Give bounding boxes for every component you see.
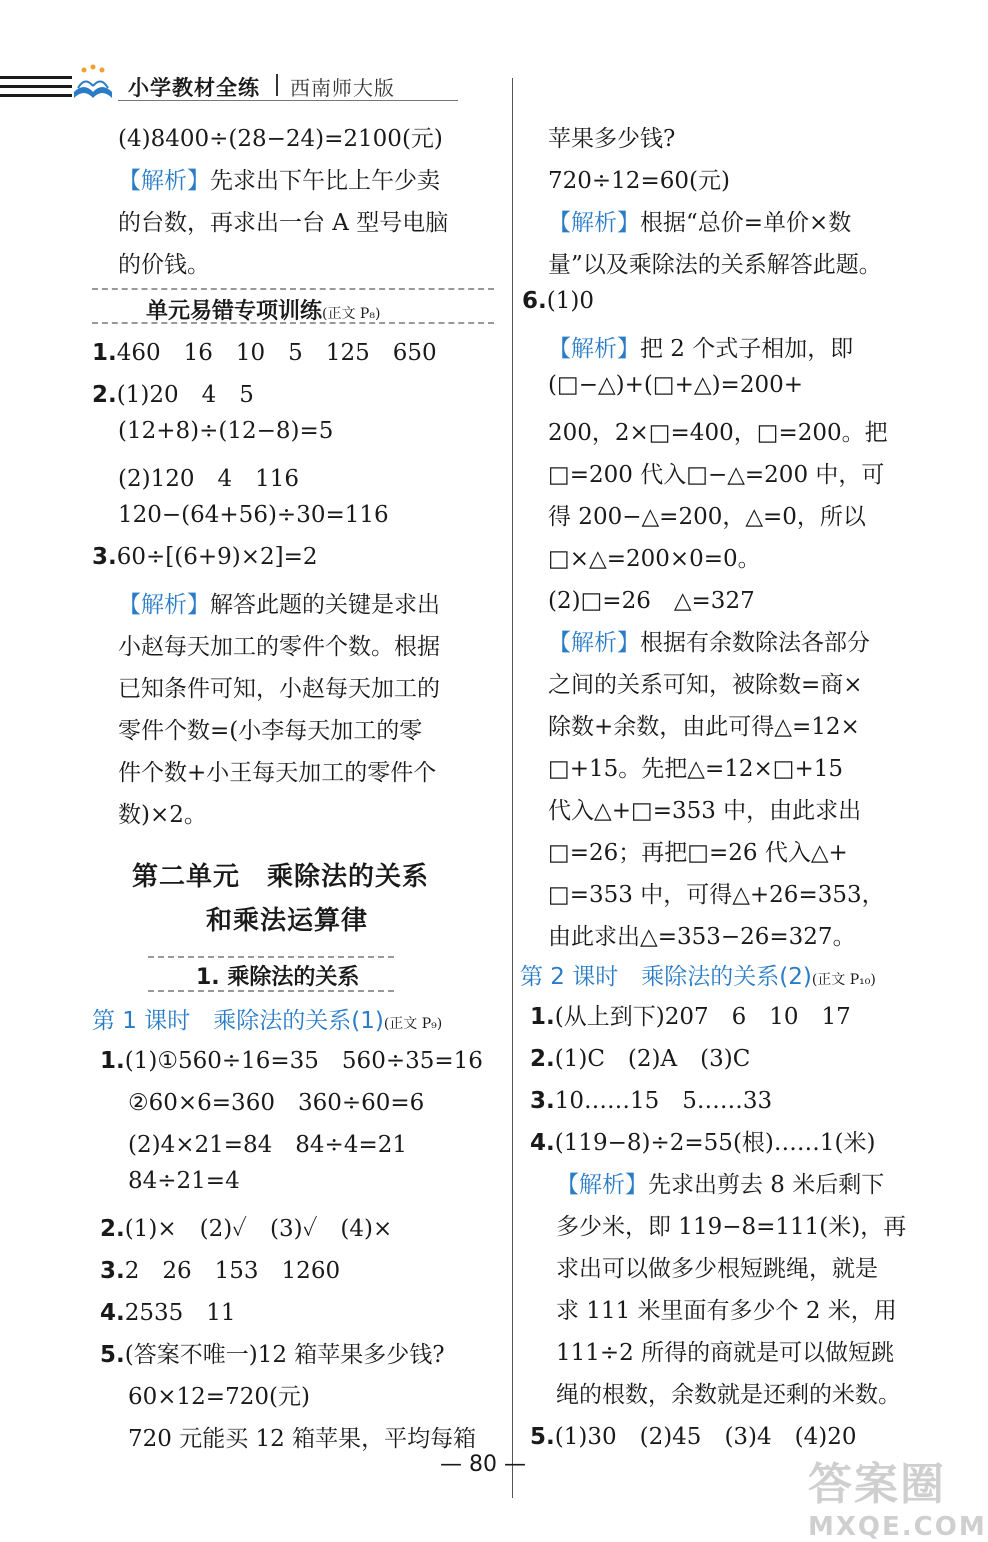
analysis-line: 【解析】解答此题的关键是求出 [118,586,440,619]
answer-item: 2.(1)20 4 5 [92,382,254,408]
analysis-line: 【解析】先求出下午比上午少卖 [118,162,440,195]
answer-item: 4.(119−8)÷2=55(根)……1(米) [530,1130,876,1156]
analysis-label: 【解析】 [548,630,640,656]
analysis-line: (□−△)+(□+△)=200+ [548,372,803,398]
analysis-line: 代入△+□=353 中，由此求出 [548,798,862,824]
answer-item: 1.460 16 10 5 125 650 [92,340,437,366]
answer-item: 2.(1)× (2)✓ (3)✓ (4)× [100,1216,393,1242]
answer-item: 3.10……15 5……33 [530,1088,773,1114]
analysis-label: 【解析】 [118,168,210,194]
answer-item: 5.(1)30 (2)45 (3)4 (4)20 [530,1424,857,1450]
unit-title: 第二单元 乘除法的关系 [132,862,430,892]
brand-title: 小学教材全练 [128,76,260,100]
analysis-line: 之间的关系可知，被除数=商× [548,672,863,698]
answer-line: (2)4×21=84 84÷4=21 [128,1132,407,1158]
column-divider [512,78,513,1498]
section-rule [148,990,394,992]
analysis-line: 求 111 米里面有多少个 2 米，用 [556,1298,897,1324]
answer-line: (2)□=26 △=327 [548,588,755,614]
page-header [0,62,988,112]
analysis-line: 量”以及乘除法的关系解答此题。 [548,252,882,278]
unit-subtitle: 和乘法运算律 [206,906,369,936]
section-title: 1. 乘除法的关系 [196,965,360,990]
answer-item: 4.2535 11 [100,1300,236,1326]
analysis-line: 由此求出△=353−26=327。 [548,924,856,950]
answer-item: 2.(1)C (2)A (3)C [530,1046,751,1072]
watermark-url: MXQE.COM [808,1512,987,1542]
analysis-line: 200，2×□=400，□=200。把 [548,420,888,446]
answer-line: ②60×6=360 360÷60=6 [128,1090,425,1116]
header-rule [118,100,458,101]
answer-item: 5.(答案不唯一)12 箱苹果多少钱? [100,1342,445,1368]
analysis-line: □=200 代入□−△=200 中，可 [548,462,885,488]
watermark [808,1448,987,1542]
answer-line: 60×12=720(元) [128,1384,310,1410]
analysis-line: 小赵每天加工的零件个数。根据 [118,634,440,660]
answer-line: (2)120 4 116 [118,466,300,492]
analysis-line: 件个数+小王每天加工的零件个 [118,760,437,786]
answer-line: (12+8)÷(12−8)=5 [118,418,334,444]
section-title: 单元易错专项训练(正文 P₈) [146,299,381,324]
answer-line: 120−(64+56)÷30=116 [118,502,389,528]
analysis-line: 绳的根数，余数就是还剩的米数。 [556,1382,901,1408]
analysis-line: 111÷2 所得的商就是可以做短跳 [556,1340,895,1366]
answer-line: 720÷12=60(元) [548,168,730,194]
analysis-line: 数)×2。 [118,802,207,828]
analysis-line: 求出可以做多少根短跳绳，就是 [556,1256,878,1282]
watermark-text: 答案圈 [808,1459,946,1510]
section-rule [92,322,494,324]
answer-line: 720 元能买 12 箱苹果，平均每箱 [128,1426,477,1452]
lesson-heading: 第 2 课时 乘除法的关系(2)(正文 P₁₀) [520,964,876,990]
analysis-line: 【解析】先求出剪去 8 米后剩下 [556,1166,884,1199]
analysis-label: 【解析】 [548,210,640,236]
analysis-line: 的价钱。 [118,252,210,278]
header-separator [276,74,278,96]
answer-item: 1.(从上到下)207 6 10 17 [530,1004,851,1030]
book-logo-icon [70,62,116,102]
section-rule [92,288,494,290]
answer-line: 84÷21=4 [128,1168,240,1194]
answer-item: 3.2 26 153 1260 [100,1258,341,1284]
page-number: — 80 — [440,1452,526,1477]
edition-label: 西南师大版 [290,76,395,100]
answer-line: (4)8400÷(28−24)=2100(元) [118,126,443,152]
analysis-label: 【解析】 [556,1172,648,1198]
lesson-heading: 第 1 课时 乘除法的关系(1)(正文 P₉) [92,1008,443,1034]
answer-line: 苹果多少钱? [548,126,676,152]
analysis-line: □=353 中，可得△+26=353， [548,882,885,908]
analysis-line: 得 200−△=200，△=0，所以 [548,504,866,530]
analysis-line: 已知条件可知，小赵每天加工的 [118,676,440,702]
answer-item: 6.(1)0 [522,288,594,314]
answer-item: 3.60÷[(6+9)×2]=2 [92,544,318,570]
analysis-line: 零件个数=(小李每天加工的零 [118,718,423,744]
analysis-label: 【解析】 [118,592,210,618]
analysis-label: 【解析】 [548,336,640,362]
analysis-line: 【解析】根据“总价=单价×数 [548,204,851,237]
analysis-line: 【解析】把 2 个式子相加，即 [548,330,853,363]
analysis-line: □×△=200×0=0。 [548,546,761,572]
analysis-line: 【解析】根据有余数除法各部分 [548,624,870,657]
answer-item: 1.(1)①560÷16=35 560÷35=16 [100,1048,483,1074]
analysis-line: 的台数，再求出一台 A 型号电脑 [118,210,449,236]
analysis-line: 除数+余数，由此可得△=12× [548,714,860,740]
analysis-line: □=26；再把□=26 代入△+ [548,840,848,866]
section-rule [148,956,394,958]
header-decoration [0,76,72,103]
analysis-line: 多少米，即 119−8=111(米)，再 [556,1214,907,1240]
analysis-line: □+15。先把△=12×□+15 [548,756,844,782]
